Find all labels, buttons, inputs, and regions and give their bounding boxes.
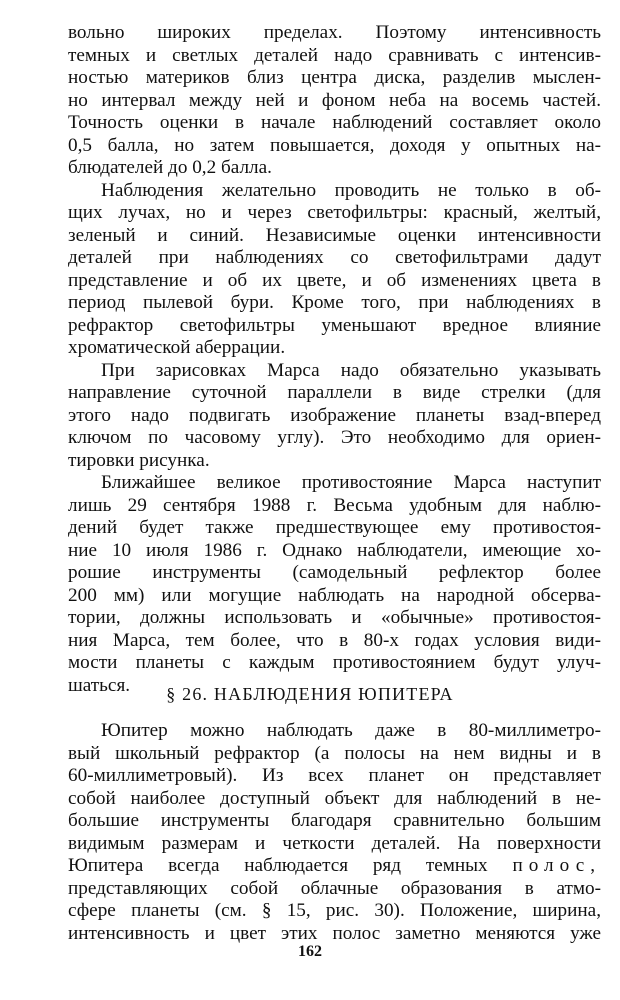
text-line: деталей при наблюдениях со светофильтрами дадут <box>68 247 601 268</box>
text-line: сфере планеты (см. § 15, рис. 30). Положение, ширина, <box>68 900 601 921</box>
text-line: Наблюдения желательно проводить не только в об- <box>101 179 601 201</box>
text-line: зеленый и синий. Независимые оценки интенсивности <box>68 224 601 246</box>
paragraph-intensity-estimation <box>68 22 601 180</box>
text-line: большие инструменты благодаря сравнительно большим <box>68 810 601 831</box>
paragraph-sketching <box>68 360 601 473</box>
text-line: хроматической аберрации. <box>68 337 286 358</box>
text-line: шаться. <box>68 674 131 696</box>
text-line: 200 мм) или могущие наблюдать на народной обсерва- <box>68 584 601 606</box>
text-line: период пылевой бури. Кроме того, при наблюдениях в <box>68 292 601 313</box>
paragraph-opposition <box>68 472 601 697</box>
text-line: представляющих собой облачные образования в атмо- <box>68 877 601 899</box>
text-line: этого надо подвигать изображение планеты взад-вперед <box>68 404 601 426</box>
text-line: 0,5 балла, но затем повышается, доходя у опытных на- <box>68 134 601 156</box>
text-line <box>68 855 601 878</box>
text-line: вый школьный рефрактор (а полосы на нем видны и в <box>68 742 601 764</box>
text-line: рефрактор светофильтры уменьшают вредное влияние <box>68 314 601 336</box>
text-line: но интервал между ней и фоном неба на восемь частей. <box>68 89 601 111</box>
text-line: ностью материков близ центра диска, разделив мыслен- <box>68 67 601 88</box>
text-line: 60-миллиметровый). Из всех планет он представляет <box>68 765 601 786</box>
paragraph-filters <box>68 180 601 360</box>
text-line: блюдателей до 0,2 балла. <box>68 157 272 178</box>
text-line: представление и об их цвете, и об изменениях цвета в <box>68 269 601 291</box>
text-line: вольно широких пределах. Поэтому интенсивность <box>68 22 601 43</box>
text-line: рошие инструменты (самодельный рефлектор более <box>68 562 601 583</box>
text-line: тории, должны использовать и «обычные» противостоя- <box>68 607 601 628</box>
text-line: лишь 29 сентября 1988 г. Весьма удобным для наблю- <box>68 494 601 516</box>
text-line: дений будет также предшествующее ему противостоя- <box>68 517 601 538</box>
text-line: При зарисовках Марса надо обязательно указывать <box>101 359 601 381</box>
text-line: видимым размерам и четкости деталей. На поверхности <box>68 832 601 854</box>
page-number: 162 <box>298 943 322 960</box>
text-line: собой наиболее доступный объект для наблюдений в не- <box>68 787 601 809</box>
text-line: Ближайшее великое противостояние Марса наступит <box>101 472 601 493</box>
text-line: ния Марса, тем более, что в 80-х годах условия види- <box>68 629 601 651</box>
text-line: щих лучах, но и через светофильтры: красный, желтый, <box>68 202 601 223</box>
text-line: Точность оценки в начале наблюдений составляет около <box>68 112 601 133</box>
paragraph-jupiter-intro <box>68 720 601 945</box>
text-line: тировки рисунка. <box>68 449 210 471</box>
text-line: направление суточной параллели в виде стрелки (для <box>68 382 601 403</box>
text-line: ключом по часовому углу). Это необходимо для ориен- <box>68 427 601 448</box>
text-line: интенсивность и цвет этих полос заметно меняются уже <box>68 922 601 944</box>
text-line: Юпитер можно наблюдать даже в 80-миллиметро- <box>101 720 601 741</box>
spaced-word: полос, <box>512 855 602 876</box>
text-line: мости планеты с каждым противостоянием будут улуч- <box>68 652 601 673</box>
text-line: ние 10 июля 1986 г. Однако наблюдатели, имеющие хо- <box>68 539 601 561</box>
section-heading: § 26. НАБЛЮДЕНИЯ ЮПИТЕРА <box>166 684 454 704</box>
text-segment: Юпитера всегда наблюдается ряд темных <box>68 855 488 876</box>
section-25-continuation <box>68 22 601 697</box>
text-line: темных и светлых деталей надо сравнивать с интенсив- <box>68 44 601 66</box>
